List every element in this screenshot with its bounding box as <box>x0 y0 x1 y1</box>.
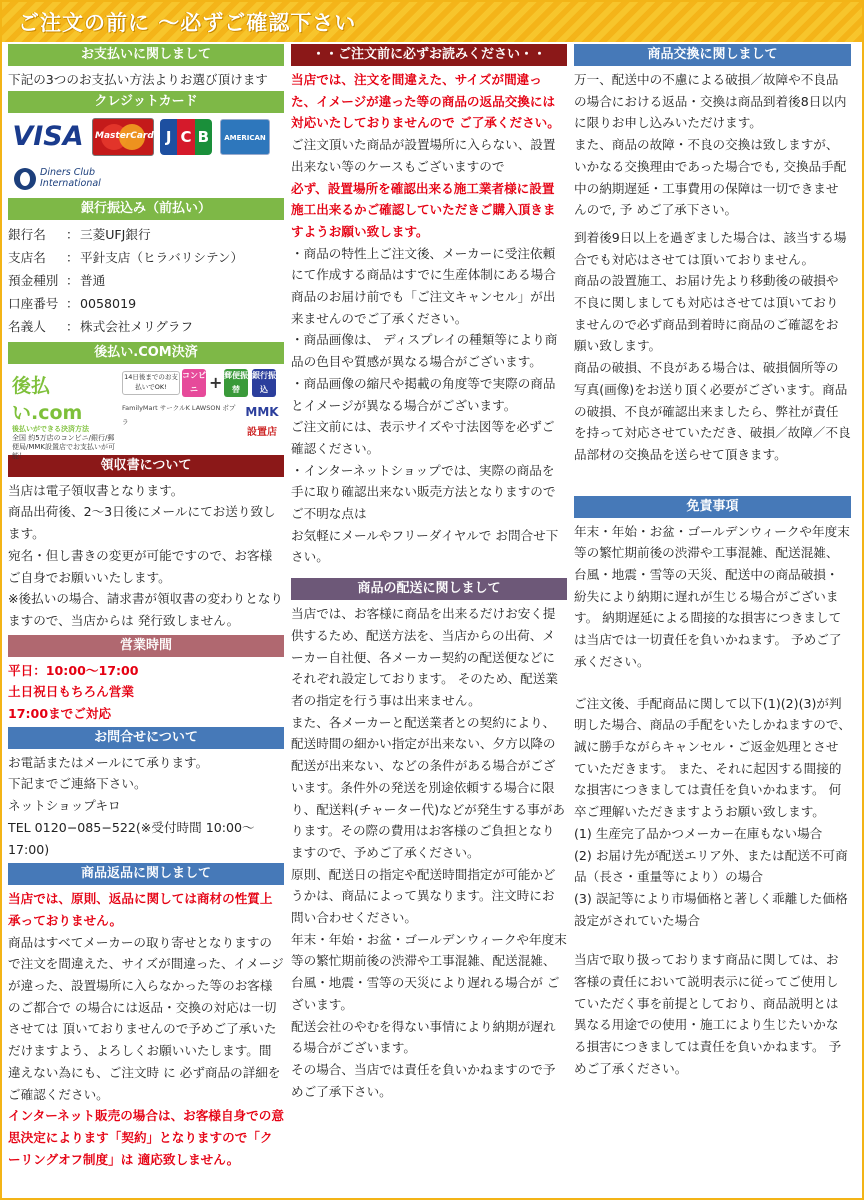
precheck-text: ・インターネットショップでは、実際の商品を手に取り確認出来ない販売方法となりますのでご不明な点は <box>291 462 556 522</box>
hours-header: 営業時間 <box>8 635 284 657</box>
exchange-text: 到着後9日以上を過ぎました場合は、該当する場合でも対応はさせては頂いておりません。 <box>574 229 847 267</box>
returns-text: 商品はすべてメーカーの取り寄せとなりますので注文を間違えた、サイズが間違った、イメージが違った、設置場所に入らなかった等のお客様のご都合で の場合には返品・交換の対応は一切させては 頂いておりませんので予めご了承いただけますよう、よろしくお願いいたします。間違えない為にも、ご注文時 に 必ず商品の詳細をご確認ください。 <box>8 934 284 1102</box>
atobarai-logo: 後払い.com 後払いができる決済方法 全国 約5万店のコンビニ/銀行/郵便局/MMK設置店でお支払いが可能！ <box>12 374 116 460</box>
card-logos <box>8 116 284 196</box>
visa-logo: VISA <box>12 120 84 152</box>
precheck-header: ・・ご注文前に必ずお読みください・・ <box>291 44 567 66</box>
disclaimer-text: ご注文後、手配商品に関して以下(1)(2)(3)が判明した場合、商品の手配をいたしかねますので、誠に勝手ながらキャンセル・ご返金処理とさせていただきます。 また、それに起因する間接的な損害につきましては責任を負いかねます。 何卒ご理解いただきますようお願い致します。 <box>574 695 851 820</box>
hours-text: 17:00までご対応 <box>8 706 112 722</box>
hours-text: 平日：10:00〜17:00 <box>8 662 139 678</box>
diners-logo: Diners Club International <box>10 164 120 194</box>
mastercard-logo: MasterCard <box>92 118 154 156</box>
disclaimer-item: (3) 誤記等により市場価格と著しく乖離した価格設定がされていた場合 <box>574 890 848 928</box>
contact-header: お問合せについて <box>8 727 284 749</box>
disclaimer-text: 当店で取り扱っております商品に関しては、お客様の責任において説明表示に従ってご使用していただく事を前提としており、商品説明とは異なる用途での使用・施工により生じたいかなる損害につきましては責任を負いかねます。 予めご了承ください。 <box>574 952 842 1076</box>
column-middle <box>291 44 567 1102</box>
disclaimer-item: (2) お届け先が配送エリア外、または配送不可商品（長さ・重量等により）の場合 <box>574 847 848 885</box>
delivery-text: 年末・年始・お盆・ゴールデンウィークや年度末等の繁忙期前後の渋滞や工事混雑、配送混雑、台風・地震・雪等の天災により遅れる場合が ございます。 <box>291 931 567 1012</box>
receipt-text: ※後払いの場合、請求書が領収書の変わりとなりますので、当店からは 発行致しません。 <box>8 591 284 628</box>
exchange-text: 万一、配送中の不慮による破損／故障や不良品の場合における返品・交換は商品到着後8日以内に限りお申し込みいただけます。 <box>574 72 847 131</box>
delivery-header: 商品の配送に関しまして <box>291 578 567 600</box>
exchange-text: 商品の破損、不良がある場合は、破損個所等の写真(画像)をお送り頂く必要がございます。商品の破損、不良が確認出来ましたら、弊社が責任を持って対応させていただき、破損／故障／不良品部材の交換品を送らせて頂きます。 <box>574 360 851 462</box>
disclaimer-header: 免責事項 <box>574 496 851 518</box>
bank-row: 預金種別 ： 普通 <box>8 272 106 288</box>
column-left <box>8 44 284 1170</box>
receipt-text: 商品出荷後、2〜3日後にメールにてお送り致します。 <box>8 504 276 542</box>
precheck-text: ・商品画像は、 ディスプレイの種類等により商品の色目や質感が異なる場合がございます。 <box>291 332 558 370</box>
exchange-text: また、商品の故障・不良の交換は致しますが、いかなる交換理由であった場合でも, 交換品手配中の納期遅延・工事費用の保障は一切できませんので, 予 めご了承下さい。 <box>574 137 847 218</box>
delivery-text: また、各メーカーと配送業者との契約により、配送時間の細かい指定が出来ない、夕方以降の配送が出来ない、などの条件がある場合がございます。条件外の発送を別途依頼する場合に限り、配送料(チャーター代)などが発生する事があります。その際の費用はお客様のご負担となりますので、予めご了承ください。 <box>291 714 565 860</box>
returns-red-text: 当店では、原則、返品に関しては商材の性質上承っておりません。 <box>8 891 273 928</box>
plus-icon: + <box>209 372 223 392</box>
contact-phone: TEL 0120−085−522(※受付時間 10:00〜17:00) <box>8 819 255 857</box>
atobarai-note: 14日後までのお支払いでOK! <box>122 371 180 395</box>
convenience-icon: コンビニ <box>182 369 206 397</box>
disclaimer-item: (1) 生産完了品かつメーカー在庫もない場合 <box>574 825 823 841</box>
payment-intro: 下記の3つのお支払い方法よりお選び頂けます <box>8 72 268 87</box>
mmk-sub: 設置店 <box>247 426 277 438</box>
column-right <box>574 44 851 1080</box>
amex-logo: AMERICAN EXPRESS <box>220 119 270 155</box>
contact-text: 下記までご連絡下さい。 <box>8 776 147 792</box>
bank-row: 名義人 ： 株式会社メリグラフ <box>8 318 194 334</box>
precheck-intro: 当店では、注文を間違えた、サイズが間違った、イメージが違った等の商品の返品交換には対応いたしておりませんので ご了承ください。ご注文頂いた商品が設置場所に入らない、設置出来ない等のケースもございますので <box>291 72 560 174</box>
receipt-text: 当店は電子領収書となります。 <box>8 482 184 498</box>
delivery-text: 原則、配送日の指定や配送時間指定が可能かどうかは、商品によって異なります。注文時にお問い合わせください。 <box>291 866 556 926</box>
returns-header: 商品返品に関しまして <box>8 863 284 885</box>
bank-details <box>8 223 284 338</box>
precheck-text: ・商品画像の縮尺や掲載の角度等で実際の商品とイメージが異なる場合がございます。 <box>291 375 556 413</box>
exchange-text: 商品の設置施工、お届け先より移動後の破損や不良に関しましても対応はさせては頂いておりませんので必ず商品到着時に商品のご確認をお願い致します。 <box>574 273 839 354</box>
mmk-logo: MMK <box>245 404 279 419</box>
receipt-header: 領収書について <box>8 455 284 477</box>
precheck-text: お気軽にメールやフリーダイヤルで お問合せ下さい。 <box>291 527 559 565</box>
delivery-text: その場合、当店では責任を負いかねますので予めご了承下さい。 <box>291 1061 556 1099</box>
precheck-text: ご注文前には、表示サイズや寸法図等を必ずご確認ください。 <box>291 419 555 456</box>
delivery-text: 当店では、お客様に商品を出来るだけお安く提供するため、配送方法を、当店からの出荷、メーカー自社便、各メーカー契約の配送便などにそれぞれ設定しております。 そのため、配送業者の指定を行う事は出来ません。 <box>291 606 558 708</box>
contact-text: お電話またはメールにて承ります。 <box>8 754 209 770</box>
bank-row: 銀行名 ： 三菱UFJ銀行 <box>8 226 151 242</box>
contact-text: ネットショップキロ <box>8 798 121 814</box>
bank-row: 支店名 ： 平針支店（ヒラバリシテン） <box>8 249 244 265</box>
store-logos: FamilyMart サークルK LAWSON ポプラ <box>122 403 236 426</box>
hours-text: 土日祝日もちろん営業 <box>8 684 134 700</box>
bank-header: 銀行振込み（前払い） <box>8 198 284 220</box>
disclaimer-text: 年末・年始・お盆・ゴールデンウィークや年度末等の繁忙期前後の渋滞や工事混雑、配送混雑、台風・地震・雪等の天災、配送中の商品破損・紛失により納期に遅れが生じる場合がございます。 納期遅延による間接的な損害につきましては当店では一切責任を負いかねます。 予めご了承ください。 <box>574 523 850 669</box>
receipt-text: 宛名・但し書きの変更が可能ですので、お客様ご自身でお願いいたします。 <box>8 547 273 585</box>
atobarai-header: 後払い.COM決済 <box>8 342 284 364</box>
bank-row: 口座番号 ： 0058019 <box>8 295 137 311</box>
precheck-red-text: 必ず、設置場所を確認出来る施工業者様に設置施工出来るかご確認していただきご購入頂きますようお願い致します。 <box>291 180 556 239</box>
returns-red-text: インターネット販売の場合は、お客様自身での意思決定によります「契約」となりますので「クーリングオフ制度」は 適応致しません。 <box>8 1108 284 1167</box>
exchange-header: 商品交換に関しまして <box>574 44 851 66</box>
delivery-text: 配送会社のやむを得ない事情により納期が遅れる場合がございます。 <box>291 1018 556 1056</box>
jcb-logo: J C B <box>160 119 212 155</box>
credit-header: クレジットカード <box>8 91 284 113</box>
bank-icon: 銀行振込 <box>252 369 276 397</box>
post-icon: 郵便振替 <box>224 369 248 397</box>
atobarai-banner <box>8 367 284 460</box>
precheck-text: ・商品の特性上ご注文後、メーカーに受注依頼にて作成する商品はすでに生産体制にある場合商品のお届け前でも「ご注文キャンセル」が出来ませんのでご了承ください。 <box>291 245 556 326</box>
page-banner: ご注文の前に ～必ずご確認下さい <box>2 2 862 42</box>
payment-header: お支払いに関しまして <box>8 44 284 66</box>
